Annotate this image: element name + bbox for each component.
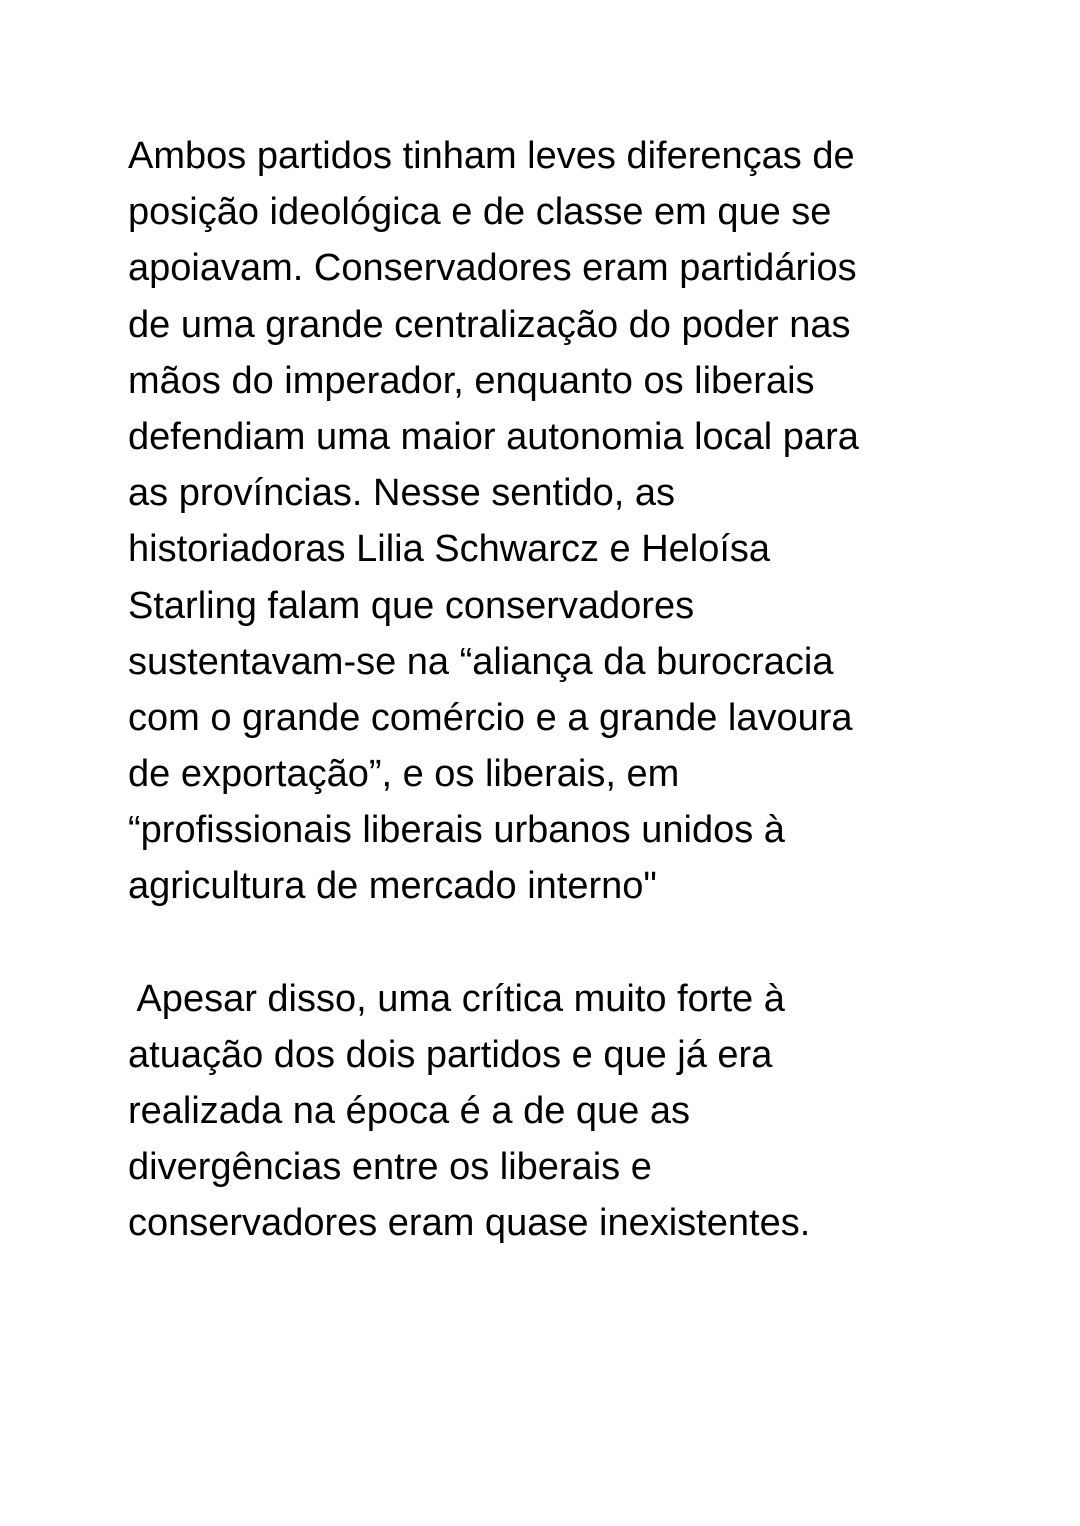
text-line: de uma grande centralização do poder nas	[128, 303, 851, 346]
text-line: Starling falam que conservadores	[128, 584, 695, 627]
document-page	[128, 128, 988, 1252]
text-line: “profissionais liberais urbanos unidos à	[128, 809, 785, 852]
text-line: realizada na época é a de que as	[128, 1090, 690, 1132]
text-line: atuação dos dois partidos e que já era	[128, 1033, 773, 1076]
text-line: Apesar disso, uma crítica muito forte à	[128, 977, 785, 1020]
text-line: historiadoras Lilia Schwarcz e Heloísa	[128, 528, 771, 571]
text-line: divergências entre os liberais e	[128, 1146, 652, 1189]
paragraph-spacer	[128, 915, 988, 971]
text-line: sustentavam-se na “aliança da burocracia	[128, 640, 834, 683]
text-line: mãos do imperador, enquanto os liberais	[128, 359, 815, 402]
text-line: de exportação”, e os liberais, em	[128, 753, 680, 796]
text-line: conservadores eram quase inexistentes.	[128, 1202, 811, 1245]
paragraph-2	[128, 971, 988, 1252]
paragraph-1	[128, 128, 988, 915]
text-line: defendiam uma maior autonomia local para	[128, 415, 859, 458]
text-line: posição ideológica e de classe em que se	[128, 191, 832, 234]
text-line: com o grande comércio e a grande lavoura	[128, 696, 853, 739]
text-line: apoiavam. Conservadores eram partidários	[128, 247, 857, 290]
text-line: as províncias. Nesse sentido, as	[128, 472, 676, 515]
text-line: Ambos partidos tinham leves diferenças de	[128, 135, 855, 177]
text-line: agricultura de mercado interno"	[128, 865, 657, 908]
